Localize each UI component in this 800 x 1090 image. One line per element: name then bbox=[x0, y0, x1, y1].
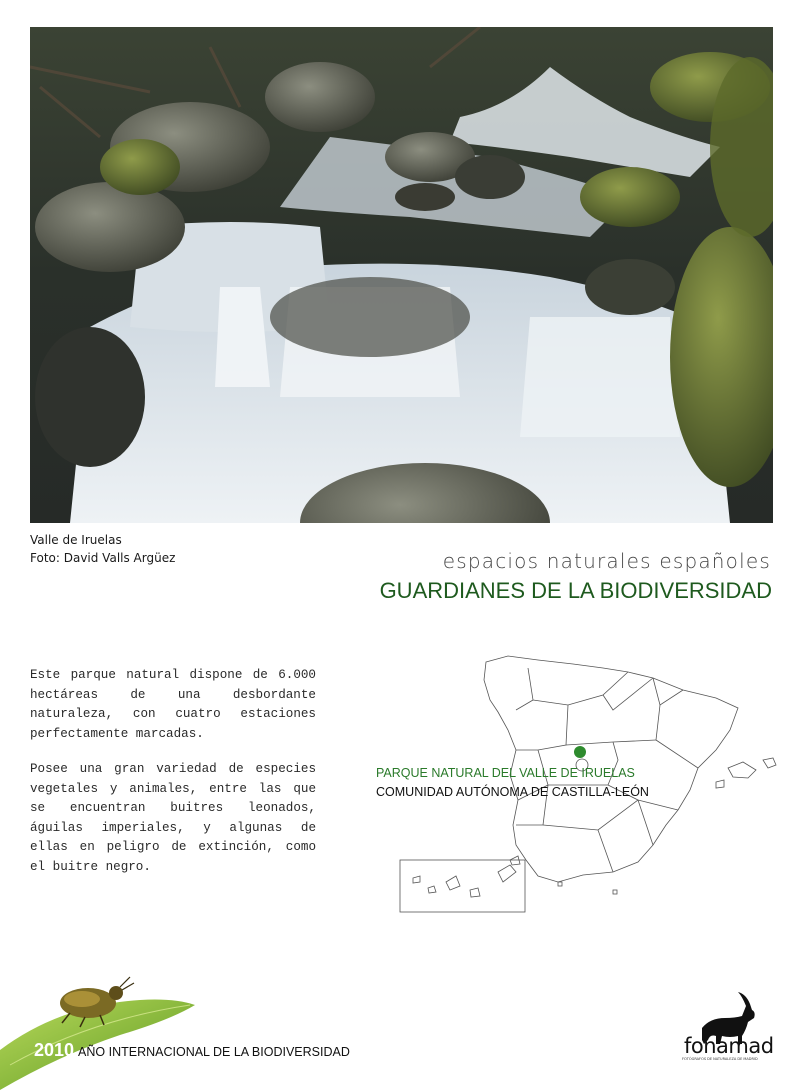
page-title: GUARDIANES DE LA BIODIVERSIDAD bbox=[379, 578, 772, 603]
footer-year: 2010 bbox=[34, 1040, 75, 1060]
spain-map bbox=[398, 650, 778, 915]
footer-year-line bbox=[34, 1040, 350, 1061]
series-title: espacios naturales españoles bbox=[442, 549, 771, 573]
caption-credit: Foto: David Valls Argüez bbox=[30, 551, 176, 565]
park-location-marker bbox=[574, 746, 586, 758]
footer-year-text: AÑO INTERNACIONAL DE LA BIODIVERSIDAD bbox=[78, 1045, 350, 1059]
river-photo bbox=[30, 27, 773, 523]
description-paragraph-2: Posee una gran variedad de especies vegetales y animales, entre las que se encuentran buitres leonados, águilas imperiales, y algunas de ellas en peligro de extinción, como el buitre negro. bbox=[30, 762, 316, 874]
description-paragraph-1: Este parque natural dispone de 6.000 hectáreas de una desbordante naturaleza, con cuatro estaciones perfectamente marcadas. bbox=[30, 668, 316, 741]
caption-place: Valle de Iruelas bbox=[30, 533, 122, 547]
logo-text: fonamad bbox=[684, 1034, 774, 1058]
logo-subtext: FOTÓGRAFOS DE NATURALEZA DE MADRID bbox=[682, 1057, 758, 1061]
description bbox=[30, 666, 316, 893]
leaf-beetle-illustration bbox=[0, 965, 200, 1090]
photo-caption bbox=[30, 531, 175, 567]
region-name-label: COMUNIDAD AUTÓNOMA DE CASTILLA-LEÓN bbox=[376, 785, 649, 799]
park-name-label: PARQUE NATURAL DEL VALLE DE IRUELAS bbox=[376, 766, 635, 780]
